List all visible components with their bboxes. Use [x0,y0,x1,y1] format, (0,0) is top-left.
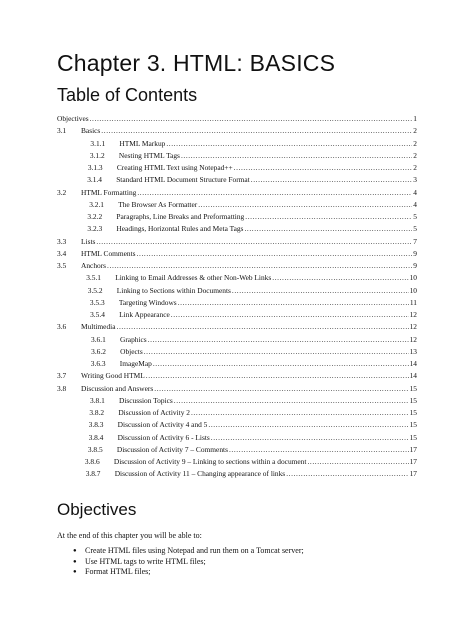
toc-entry[interactable] [57,419,417,431]
toc-entry-title: The Browser As Formatter [118,199,198,209]
toc-entry-page: 5 [413,224,417,234]
toc-entry[interactable] [57,236,417,248]
objectives-list [57,546,304,578]
toc-entry-page: 2 [413,126,417,136]
toc-entry[interactable] [57,334,417,346]
objective-text: Create HTML files using Notepad and run them on a Tomcat server; [85,546,304,555]
toc-entry[interactable] [57,432,417,444]
toc-entry-page: 17 [409,444,417,454]
toc-entry-number: 3.8.6 [84,457,100,466]
toc-entry-page: 4 [413,187,417,197]
toc-leader-dots [146,370,409,382]
toc-entry[interactable] [57,407,417,419]
toc-entry[interactable] [57,162,417,174]
toc-leader-dots [90,113,413,125]
toc-entry-page: 17 [409,457,417,466]
toc-leader-dots [251,174,413,186]
toc-entry[interactable] [57,297,417,309]
toc-entry-title: Objects [120,346,143,356]
toc-entry-number: 3.6.2 [91,346,106,356]
toc-leader-dots [198,199,412,211]
toc-entry-number: 3.4 [57,248,67,258]
table-of-contents [57,113,417,481]
toc-entry-title: Discussion of Activity 11 – Changing appearance of links [114,469,286,479]
objective-item [57,567,304,578]
toc-entry-page: 10 [409,273,417,283]
toc-entry-page: 9 [413,248,417,258]
toc-entry-page: 2 [413,163,417,172]
bullet-icon: ● [73,548,77,554]
toc-entry-number: 3.1.3 [87,163,103,172]
toc-entry-number: 3.3 [57,236,67,246]
objective-item [57,557,304,568]
toc-entry-number: 3.2.3 [87,224,103,234]
toc-heading: Table of Contents [57,85,198,105]
toc-leader-dots [153,358,409,370]
toc-entry-title: Anchors [81,261,107,270]
toc-entry-number: 3.8.5 [87,444,103,454]
toc-entry-page: 15 [409,408,417,417]
toc-entry-number: 3.6.1 [91,334,106,344]
toc-entry-title: Basics [81,126,101,136]
toc-entry[interactable] [57,395,417,407]
toc-entry[interactable] [57,174,417,186]
toc-entry-title: Linking to Sections within Documents [116,285,231,295]
toc-entry-number: 3.5.1 [86,273,101,283]
toc-entry-title: Objectives [57,114,89,123]
toc-entry-title: Discussion of Activity 4 and 5 [117,420,208,430]
toc-leader-dots [144,346,409,358]
toc-leader-dots [171,309,409,321]
toc-leader-dots [137,187,412,199]
toc-entry-page: 4 [413,199,417,209]
objectives-intro: At the end of this chapter you will be able to: [57,531,202,540]
toc-leader-dots [234,162,413,174]
toc-leader-dots [117,321,409,333]
toc-entry-page: 9 [413,261,417,270]
toc-entry[interactable] [57,113,417,125]
toc-leader-dots [211,432,409,444]
toc-leader-dots [286,468,408,480]
toc-leader-dots [244,223,412,235]
toc-entry[interactable] [57,285,417,297]
toc-entry-page: 15 [409,420,417,430]
toc-entry-number: 3.8.4 [88,432,104,442]
toc-entry-number: 3.8 [57,383,67,393]
toc-entry-title: Discussion and Answers [81,383,154,393]
toc-entry-page: 17 [409,469,417,479]
toc-entry-page: 3 [413,175,417,185]
toc-entry-title: HTML Formatting [81,187,137,197]
toc-entry-title: Targeting Windows [118,297,177,307]
toc-entry-page: 2 [413,150,417,160]
toc-entry[interactable] [57,211,417,223]
toc-entry-page: 13 [409,346,417,356]
toc-leader-dots [181,150,412,162]
toc-entry-page: 7 [413,236,417,246]
toc-entry-title: Nesting HTML Tags [118,150,180,160]
toc-entry-title: Lists [81,236,96,246]
toc-leader-dots [208,419,408,431]
toc-entry-title: Discussion of Activity 6 - Lists [117,432,210,442]
toc-leader-dots [96,236,412,248]
toc-entry-page: 14 [409,359,417,368]
toc-entry-number: 3.5.3 [89,297,105,307]
toc-leader-dots [307,456,408,468]
toc-entry[interactable] [57,248,417,260]
toc-leader-dots [148,334,409,346]
toc-entry-number: 3.1.4 [87,175,102,185]
toc-entry-title: Discussion of Activity 7 – Comments [116,444,228,454]
objectives-heading: Objectives [57,500,137,519]
toc-entry-number: 3.8.3 [88,420,104,430]
toc-entry[interactable] [57,321,417,333]
toc-entry-number: 3.8.1 [90,395,105,405]
toc-entry-page: 2 [413,138,417,148]
toc-leader-dots [107,260,412,272]
toc-leader-dots [154,383,408,395]
toc-entry-number: 3.1 [57,126,67,136]
toc-entry-title: Writing Good HTML [81,371,145,381]
toc-entry-title: Discussion Topics [119,395,173,405]
toc-entry-title: Standard HTML Document Structure Format [116,175,250,185]
toc-entry-number: 3.6.3 [90,359,106,368]
objective-text: Use HTML tags to write HTML files; [85,556,206,566]
toc-entry-page: 15 [409,432,417,442]
toc-entry[interactable] [57,272,417,284]
toc-entry-title: Headings, Horizontal Rules and Meta Tags [116,224,244,234]
toc-entry-number: 3.2 [57,187,67,197]
toc-entry[interactable] [57,125,417,137]
toc-entry-number: 3.8.7 [85,469,101,479]
toc-entry-page: 1 [413,114,417,123]
toc-leader-dots [137,248,413,260]
toc-leader-dots [191,407,409,419]
toc-entry-title: ImageMap [119,359,152,368]
toc-entry-page: 15 [409,395,417,405]
toc-leader-dots [229,444,409,456]
toc-entry-title: Creating HTML Text using Notepad++ [116,163,233,172]
chapter-title: Chapter 3. HTML: BASICS [57,50,336,76]
toc-entry[interactable] [57,150,417,162]
toc-entry-title: HTML Markup [119,138,166,148]
toc-entry[interactable] [57,138,417,150]
toc-entry-title: Paragraphs, Line Breaks and Preformatting [116,212,245,221]
bullet-icon: ● [73,569,77,575]
toc-entry[interactable] [57,370,417,382]
toc-entry-page: 15 [409,383,417,393]
toc-entry[interactable] [57,468,417,480]
toc-entry-title: Discussion of Activity 9 – Linking to sections within a document [113,457,307,466]
toc-entry-number: 3.1.2 [89,150,105,160]
toc-leader-dots [166,138,412,150]
toc-leader-dots [232,285,409,297]
toc-entry[interactable] [57,358,417,370]
toc-entry[interactable] [57,223,417,235]
toc-entry-title: HTML Comments [81,248,136,258]
toc-entry-page: 12 [409,310,417,319]
toc-entry-number: 3.6 [57,322,67,332]
toc-entry-number: 3.5.2 [87,285,103,295]
toc-entry[interactable] [57,199,417,211]
toc-entry-title: Linking to Email Addresses & other Non-Web Links [115,273,272,283]
toc-entry-page: 11 [409,297,417,307]
toc-entry-number: 3.1.1 [90,138,106,148]
toc-entry-number: 3.2.1 [89,199,104,209]
toc-entry-number: 3.5 [57,261,67,270]
toc-entry[interactable] [57,346,417,358]
toc-entry-title: Multimedia [81,322,116,332]
toc-leader-dots [178,297,409,309]
toc-leader-dots [245,211,412,223]
toc-entry[interactable] [57,309,417,321]
toc-entry[interactable] [57,187,417,199]
toc-entry-page: 5 [413,212,417,221]
toc-entry-page: 10 [409,285,417,295]
toc-entry-number: 3.5.4 [90,310,105,319]
toc-entry-number: 3.7 [57,371,67,381]
objective-text: Format HTML files; [85,567,151,576]
toc-leader-dots [174,395,409,407]
toc-entry-page: 12 [409,322,417,332]
toc-entry[interactable] [57,456,417,468]
bullet-icon: ● [73,558,77,565]
toc-entry-title: Discussion of Activity 2 [118,408,190,417]
toc-entry-number: 3.8.2 [89,408,105,417]
objective-item [57,546,304,557]
toc-entry-page: 14 [409,371,417,381]
toc-entry-number: 3.2.2 [87,212,103,221]
toc-entry-title: Graphics [120,334,147,344]
toc-entry[interactable] [57,383,417,395]
toc-entry-page: 12 [409,334,417,344]
toc-entry-title: Link Appearance [119,310,170,319]
toc-leader-dots [101,125,412,137]
toc-entry[interactable] [57,444,417,456]
toc-entry[interactable] [57,260,417,272]
toc-leader-dots [272,272,408,284]
